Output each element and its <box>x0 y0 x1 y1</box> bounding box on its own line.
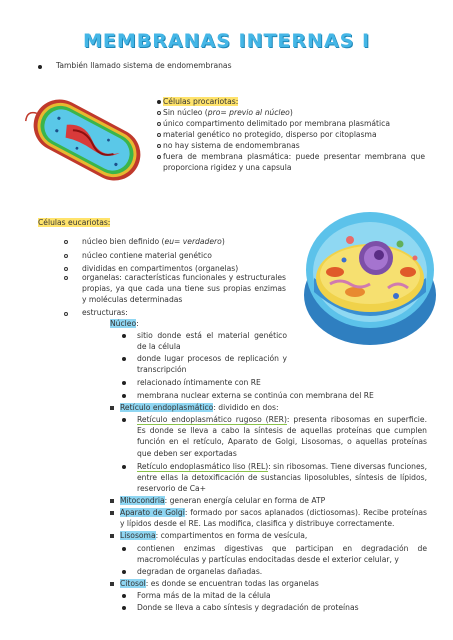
procariotas-item-5: fuera de membrana plasmática: puede presentar membrana que proporciona rigidez y una capsula <box>163 152 425 173</box>
intro-text: También llamado sistema de endomembranas <box>56 61 232 70</box>
nucleo-item-2: donde lugar procesos de replicación y transcripción <box>137 354 287 375</box>
procariotas-item-2: único compartimento delimitado por membrana plasmática <box>163 119 390 128</box>
eucariotas-heading: Células eucariotas: <box>38 218 111 227</box>
citosol-item-2: Donde se lleva a cabo síntesis y degradación de proteínas <box>137 603 359 612</box>
lisosoma-item-2: degradan de organelas dañadas. <box>137 567 263 576</box>
lisosoma-item-1: contienen enzimas digestivas que participan en degradación de macromoléculas y partículas endocitadas desde el exterior celular, y <box>137 544 427 565</box>
bullet-ring <box>64 312 68 316</box>
citosol-label: Citosol <box>120 579 146 588</box>
bullet-ring <box>64 276 68 280</box>
bullet-dot <box>122 334 126 338</box>
mito-line: Mitocondria: generan energía celular en forma de ATP <box>120 496 326 505</box>
nucleo-label: Núcleo <box>110 319 137 328</box>
bullet-square <box>110 534 114 538</box>
bullet-dot <box>122 594 126 598</box>
mito-label: Mitocondria <box>120 496 165 505</box>
rel-item: Retículo endoplasmático liso (REL): sin ribosomas. Tiene diversas funciones, entre ellas la detoxificación de sustancias liposolubles, síntesis de lípidos, reservorio de Ca+ <box>137 462 427 494</box>
bullet-dot <box>122 418 126 422</box>
procariotas-heading: Células procariotas: <box>163 97 239 106</box>
lisosoma-line: Lisosoma: compartimentos en forma de vesícula, <box>120 531 308 540</box>
citosol-item-1: Forma más de la mitad de la célula <box>137 591 271 600</box>
eucariotas-heading-wrap <box>38 217 110 228</box>
procariotas-heading-wrap <box>163 96 238 107</box>
bullet-ring <box>64 254 68 258</box>
golgi-line: Aparato de Golgi: formado por sacos aplanados (dictiosomas). Recibe proteínas y lípidos desde el RE. Las modifica, clasifica y distribuye correctamente. <box>120 508 427 529</box>
bullet-dot <box>38 65 42 69</box>
eucariotas-item-5: estructuras: <box>82 308 128 317</box>
nucleo-line: Núcleo: <box>110 319 139 328</box>
lisosoma-label: Lisosoma <box>120 531 156 540</box>
bullet-ring <box>157 144 161 148</box>
citosol-line: Citosol: es donde se encuentran todas las organelas <box>120 579 319 588</box>
procariotas-item-3: material genético no protegido, disperso por citoplasma <box>163 130 377 139</box>
page-title: MEMBRANAS INTERNAS I <box>82 30 371 52</box>
bullet-dot <box>122 381 126 385</box>
re-label: Retículo endoplasmático <box>120 403 214 412</box>
bullet-dot <box>122 394 126 398</box>
eucariotas-item-1: núcleo bien definido (eu= verdadero) <box>82 237 225 246</box>
procariotas-item-1: Sin núcleo (pro= previo al núcleo) <box>163 108 293 117</box>
bullet-ring <box>64 267 68 271</box>
bullet-square <box>110 499 114 503</box>
bullet-dot <box>122 570 126 574</box>
bullet-ring <box>157 133 161 137</box>
nucleo-item-3: relacionado íntimamente con RE <box>137 378 261 387</box>
nucleo-item-4: membrana nuclear externa se continúa con membrana del RE <box>137 391 374 400</box>
bullet-ring <box>157 155 161 159</box>
bullet-ring <box>157 111 161 115</box>
procariotas-item-4: no hay sistema de endomembranas <box>163 141 300 150</box>
eucariotas-item-2: núcleo contiene material genético <box>82 251 212 260</box>
animal-cell-illustration <box>300 200 440 350</box>
bullet-ring <box>157 122 161 126</box>
bacteria-illustration <box>22 86 152 194</box>
eucariotas-item-3: divididas en compartimentos (organelas) <box>82 264 239 273</box>
bullet-dot <box>122 547 126 551</box>
bullet-square <box>110 406 114 410</box>
bullet-dot <box>122 606 126 610</box>
bullet-dot <box>122 357 126 361</box>
golgi-label: Aparato de Golgi <box>120 508 185 517</box>
bullet-ring <box>64 240 68 244</box>
re-line: Retículo endoplasmático: dividido en dos: <box>120 403 279 412</box>
eucariotas-item-4: organelas: características funcionales y estructurales propias, ya que cada una tiene sus propias enzimas y moléculas determinadas <box>82 273 286 305</box>
bullet-square <box>110 511 114 515</box>
bullet-dot <box>122 465 126 469</box>
rer-item: Retículo endoplasmático rugoso (RER): presenta ribosomas en superficie. Es donde se lleva a cabo la síntesis de aquellas proteínas que cumplen función en el retículo, Aparato de Golgi, Lisosomas, o aquellas proteínas que deben ser exportadas <box>137 415 427 458</box>
bullet-dot <box>157 100 161 104</box>
nucleo-item-1: sitio donde está el material genético de la célula <box>137 331 287 352</box>
bullet-square <box>110 582 114 586</box>
